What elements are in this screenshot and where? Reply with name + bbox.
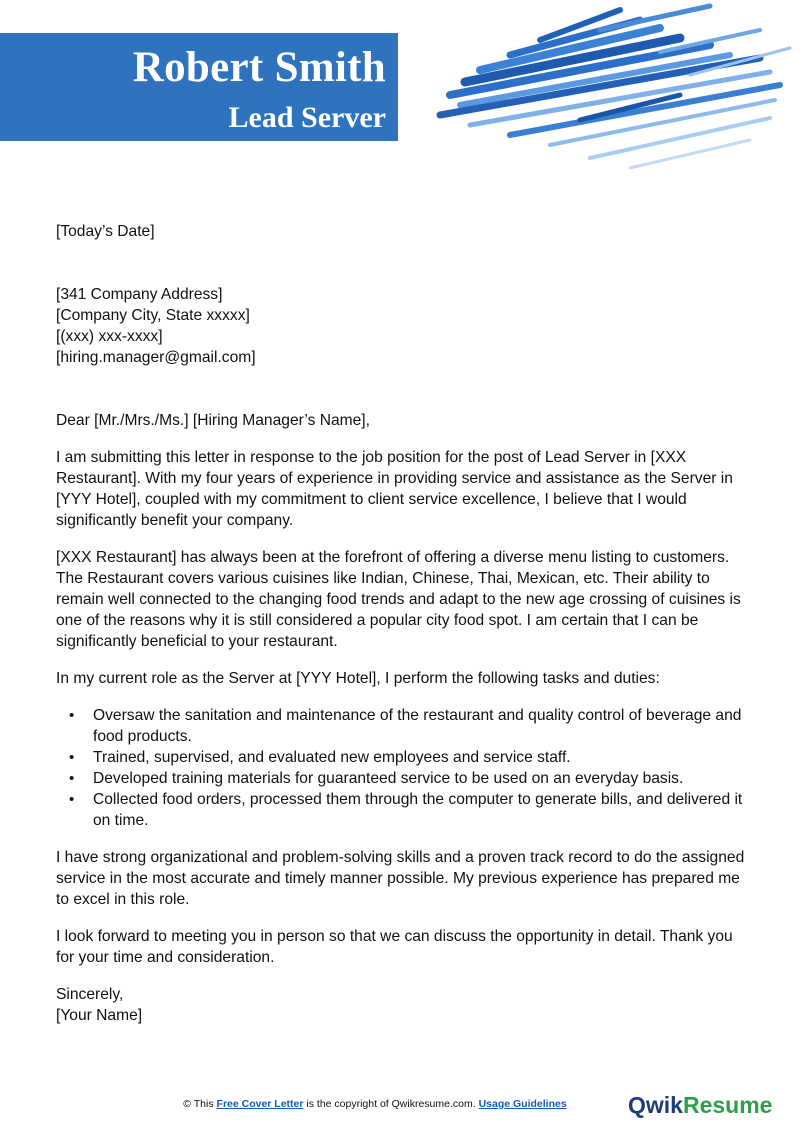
body-paragraph: I have strong organizational and problem-solving skills and a proven track record to do the assigned service in the most accurate and timely manner possible. My previous experience has prepared me to excel in this role. bbox=[56, 849, 745, 908]
qwikresume-logo[interactable]: QwikResume bbox=[628, 1092, 773, 1118]
header-band bbox=[0, 33, 398, 141]
bullet-icon: • bbox=[69, 770, 75, 787]
body-paragraph: I look forward to meeting you in person so that we can discuss the opportunity in detail. Thank you for your time and consideration. bbox=[56, 928, 733, 966]
list-item: • Collected food orders, processed them through the computer to generate bills, and delivered it on time. bbox=[69, 791, 743, 829]
duties-list bbox=[56, 705, 746, 831]
body-paragraph: [XXX Restaurant] has always been at the forefront of offering a diverse menu listing to customers. The Restaurant covers various cuisines like Indian, Chinese, Thai, Mexican, etc. Their ability to remain well connected to the changing food trends and adapt to the new age crossing of cuisines is one of the reasons why it is still considered a popular city food spot. I am certain that I can be significantly beneficial to your restaurant. bbox=[56, 549, 741, 650]
signoff: Sincerely, bbox=[56, 986, 124, 1003]
list-item: • Developed training materials for guaranteed service to be used on an everyday basis. bbox=[69, 770, 684, 787]
bullet-icon: • bbox=[69, 791, 75, 808]
letter-date: [Today’s Date] bbox=[56, 223, 155, 240]
address-line: [Company City, State xxxxx] bbox=[56, 307, 250, 324]
usage-guidelines-link[interactable]: Usage Guidelines bbox=[478, 1098, 567, 1110]
bullet-icon: • bbox=[69, 707, 75, 724]
signature-name: [Your Name] bbox=[56, 1007, 143, 1024]
recipient-address bbox=[56, 284, 746, 368]
address-line: [341 Company Address] bbox=[56, 286, 223, 303]
list-item: • Trained, supervised, and evaluated new employees and service staff. bbox=[69, 749, 571, 766]
body-paragraph: In my current role as the Server at [YYY Hotel], I perform the following tasks and duties: bbox=[56, 670, 660, 687]
bullet-icon: • bbox=[69, 749, 75, 766]
job-title: Lead Server bbox=[228, 101, 386, 134]
letter-body bbox=[56, 221, 746, 1026]
body-paragraph: I am submitting this letter in response to the job position for the post of Lead Server in [XXX Restaurant]. With my four years of experience in providing service and assistance as the Server in [YYY Hotel], coupled with my commitment to client service excellence, I believe that I would significantly benefit your company. bbox=[56, 449, 733, 529]
footer-copyright: © This Free Cover Letter is the copyright of Qwikresume.com. Usage Guidelines bbox=[183, 1098, 567, 1110]
address-line: [hiring.manager@gmail.com] bbox=[56, 349, 256, 366]
salutation: Dear [Mr./Mrs./Ms.] [Hiring Manager’s Name], bbox=[56, 412, 370, 429]
address-line: [(xxx) xxx-xxxx] bbox=[56, 328, 163, 345]
list-item: • Oversaw the sanitation and maintenance of the restaurant and quality control of beverage and food products. bbox=[69, 707, 742, 745]
decorative-stripes bbox=[430, 0, 800, 180]
applicant-name: Robert Smith bbox=[132, 44, 386, 91]
free-cover-letter-link[interactable]: Free Cover Letter bbox=[216, 1098, 304, 1110]
